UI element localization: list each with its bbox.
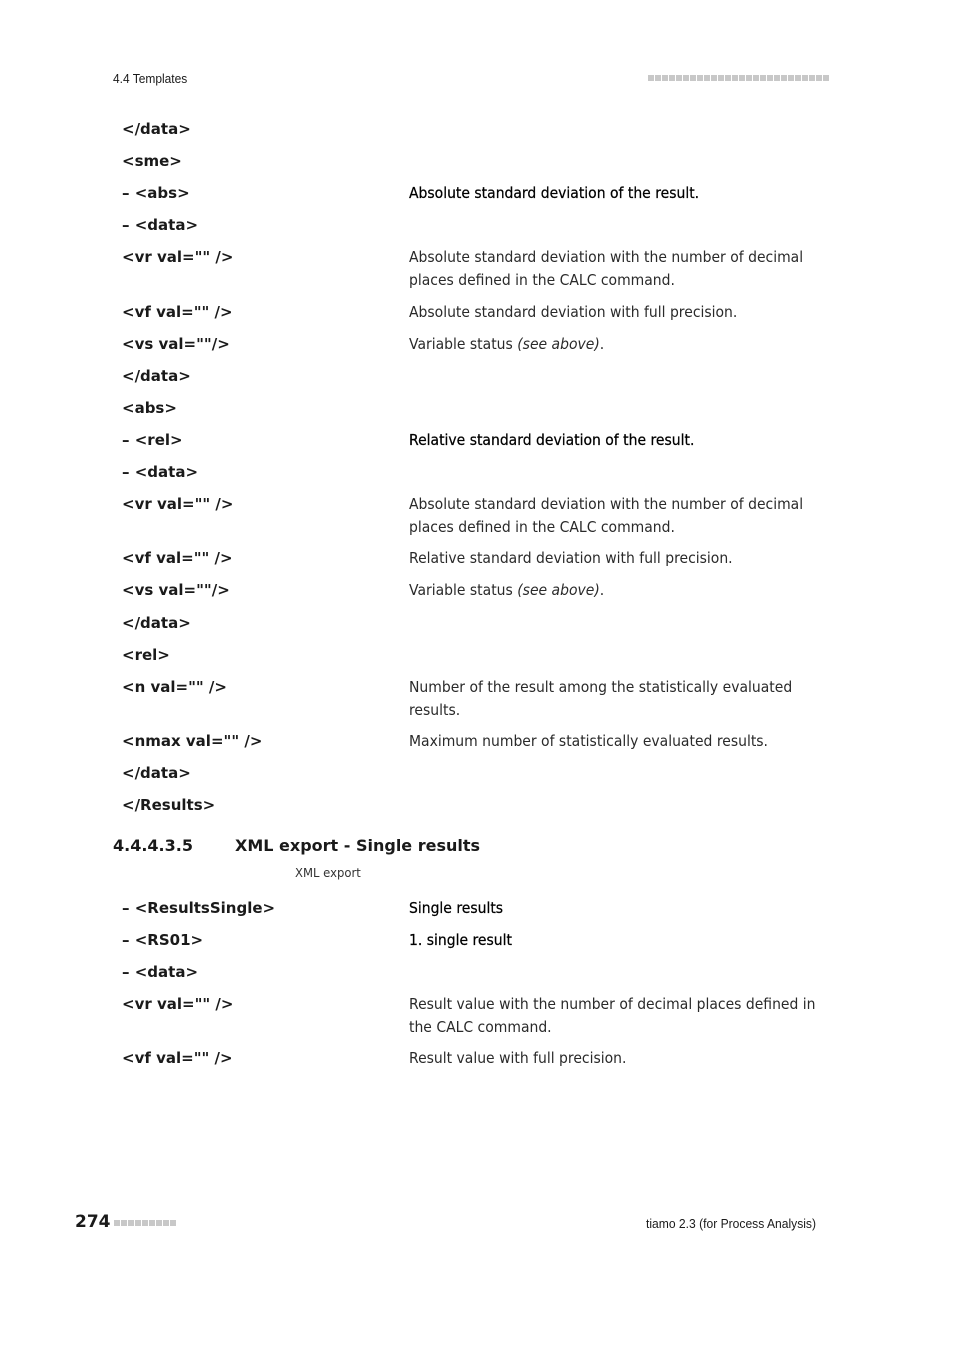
xml-tag: – <RS01> — [122, 931, 204, 949]
footer-product: tiamo 2.3 (for Process Analysis) — [646, 1216, 817, 1231]
tag-description: Absolute standard deviation with the number of decimal places defined in the CALC command. — [409, 495, 804, 536]
tag-description: Maximum number of statistically evaluated results. — [409, 732, 768, 750]
xml-tag: <vr val="" /> — [122, 495, 234, 513]
xml-tag: <vr val="" /> — [122, 995, 234, 1013]
xml-tag: <vf val="" /> — [122, 1049, 233, 1067]
xml-tag: – <rel> — [122, 431, 183, 449]
tag-description: Absolute standard deviation with full precision. — [409, 303, 738, 321]
section-heading — [113, 836, 480, 855]
desc-reference: (see above) — [517, 335, 600, 353]
xml-tag: </data> — [122, 367, 191, 385]
desc-reference: (see above) — [517, 581, 600, 599]
xml-tag: <vr val="" /> — [122, 248, 234, 266]
xml-tag: <nmax val="" /> — [122, 732, 263, 750]
tag-description: Relative standard deviation of the result. — [409, 431, 695, 449]
tag-description: Number of the result among the statistically evaluated results. — [409, 678, 793, 719]
section-title-text: XML export - Single results — [235, 836, 481, 855]
xml-tag: <vf val="" /> — [122, 549, 233, 567]
xml-tag: </data> — [122, 764, 191, 782]
xml-tag: – <data> — [122, 463, 199, 481]
section-caption: XML export — [295, 865, 361, 880]
xml-tag: <n val="" /> — [122, 678, 227, 696]
tag-description: Absolute standard deviation of the result. — [409, 184, 700, 202]
xml-tag: – <data> — [122, 216, 199, 234]
tag-description: 1. single result — [409, 931, 512, 949]
xml-tag: <abs> — [122, 399, 177, 417]
tag-description — [409, 333, 823, 356]
xml-tag: <vs val=""/> — [122, 335, 230, 353]
xml-tag: </data> — [122, 120, 191, 138]
xml-tag: – <abs> — [122, 184, 190, 202]
desc-text: Variable status — [409, 581, 513, 599]
xml-tag: – <data> — [122, 963, 199, 981]
tag-description: Result value with the number of decimal places defined in the CALC command. — [409, 995, 816, 1036]
page-number: 274 — [75, 1212, 111, 1232]
desc-text: Variable status — [409, 335, 513, 353]
xml-tag: <vf val="" /> — [122, 303, 233, 321]
xml-tag: <vs val=""/> — [122, 581, 230, 599]
header-dot-bar — [648, 75, 829, 81]
xml-tag: – <ResultsSingle> — [122, 899, 276, 917]
xml-tag: </data> — [122, 614, 191, 632]
running-header-section: 4.4 Templates — [113, 71, 188, 86]
tag-description: Relative standard deviation with full precision. — [409, 549, 733, 567]
tag-description: Result value with full precision. — [409, 1049, 627, 1067]
tag-description: Single results — [409, 899, 504, 917]
xml-tag: <rel> — [122, 646, 170, 664]
footer-dot-bar — [114, 1220, 176, 1226]
desc-tail: . — [599, 335, 605, 353]
tag-description — [409, 579, 823, 602]
xml-tag: <sme> — [122, 152, 182, 170]
tag-description: Absolute standard deviation with the number of decimal places defined in the CALC command. — [409, 248, 804, 289]
section-number: 4.4.4.3.5 — [113, 836, 193, 855]
desc-tail: . — [599, 581, 605, 599]
xml-tag: </Results> — [122, 796, 216, 814]
